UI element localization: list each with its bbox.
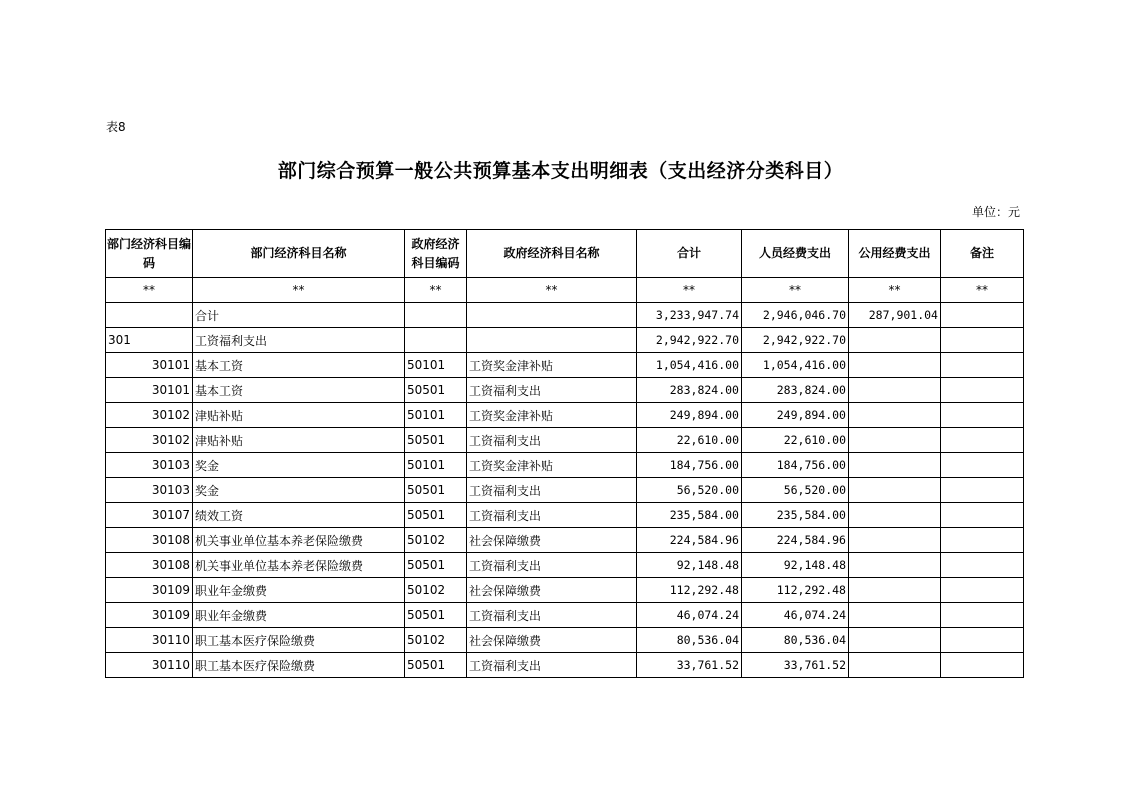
row-total: 80,536.04	[637, 628, 742, 653]
row-remark	[941, 628, 1024, 653]
row-total: 33,761.52	[637, 653, 742, 678]
category-code: 301	[106, 328, 193, 353]
row-gov-code: 50101	[405, 353, 467, 378]
category-name: 工资福利支出	[193, 328, 405, 353]
total-code	[106, 303, 193, 328]
stars-row	[106, 278, 1024, 303]
row-personnel: 283,824.00	[742, 378, 849, 403]
total-name: 合计	[193, 303, 405, 328]
stars-cell: **	[467, 278, 637, 303]
row-personnel: 235,584.00	[742, 503, 849, 528]
row-personnel: 112,292.48	[742, 578, 849, 603]
row-code: 30102	[106, 403, 193, 428]
row-code: 30103	[106, 453, 193, 478]
row-gov-name: 工资奖金津补贴	[467, 453, 637, 478]
row-personnel: 56,520.00	[742, 478, 849, 503]
table-row	[106, 503, 1024, 528]
table-row	[106, 603, 1024, 628]
row-gov-name: 工资福利支出	[467, 653, 637, 678]
table-row	[106, 403, 1024, 428]
table-row	[106, 378, 1024, 403]
row-code: 30103	[106, 478, 193, 503]
row-public	[849, 578, 941, 603]
stars-cell: **	[849, 278, 941, 303]
total-amount: 3,233,947.74	[637, 303, 742, 328]
row-total: 235,584.00	[637, 503, 742, 528]
row-personnel: 184,756.00	[742, 453, 849, 478]
row-personnel: 92,148.48	[742, 553, 849, 578]
row-gov-code: 50102	[405, 528, 467, 553]
row-personnel: 22,610.00	[742, 428, 849, 453]
stars-cell: **	[941, 278, 1024, 303]
row-remark	[941, 528, 1024, 553]
category-personnel: 2,942,922.70	[742, 328, 849, 353]
table-label: 表8	[106, 120, 126, 134]
row-gov-name: 工资福利支出	[467, 428, 637, 453]
table-row	[106, 478, 1024, 503]
row-gov-code: 50501	[405, 553, 467, 578]
row-public	[849, 428, 941, 453]
row-name: 职业年金缴费	[193, 578, 405, 603]
row-remark	[941, 478, 1024, 503]
category-row	[106, 328, 1024, 353]
category-remark	[941, 328, 1024, 353]
col-header-gov-code: 政府经济科目编码	[405, 230, 467, 278]
row-remark	[941, 603, 1024, 628]
col-header-gov-name: 政府经济科目名称	[467, 230, 637, 278]
row-code: 30110	[106, 628, 193, 653]
row-remark	[941, 578, 1024, 603]
col-header-dept-code: 部门经济科目编码	[106, 230, 193, 278]
row-remark	[941, 503, 1024, 528]
row-name: 机关事业单位基本养老保险缴费	[193, 553, 405, 578]
col-header-total: 合计	[637, 230, 742, 278]
row-public	[849, 478, 941, 503]
row-total: 184,756.00	[637, 453, 742, 478]
stars-cell: **	[742, 278, 849, 303]
row-gov-name: 社会保障缴费	[467, 528, 637, 553]
row-code: 30107	[106, 503, 193, 528]
row-total: 46,074.24	[637, 603, 742, 628]
row-public	[849, 653, 941, 678]
row-total: 249,894.00	[637, 403, 742, 428]
row-gov-code: 50102	[405, 578, 467, 603]
row-name: 奖金	[193, 453, 405, 478]
row-gov-code: 50501	[405, 378, 467, 403]
row-public	[849, 628, 941, 653]
row-gov-name: 工资奖金津补贴	[467, 403, 637, 428]
row-public	[849, 553, 941, 578]
col-header-public: 公用经费支出	[849, 230, 941, 278]
row-code: 30102	[106, 428, 193, 453]
row-gov-name: 工资福利支出	[467, 503, 637, 528]
row-remark	[941, 428, 1024, 453]
row-remark	[941, 653, 1024, 678]
row-name: 津贴补贴	[193, 428, 405, 453]
row-gov-name: 工资福利支出	[467, 553, 637, 578]
row-personnel: 249,894.00	[742, 403, 849, 428]
row-gov-name: 工资福利支出	[467, 603, 637, 628]
row-gov-name: 社会保障缴费	[467, 628, 637, 653]
category-public	[849, 328, 941, 353]
row-gov-code: 50501	[405, 603, 467, 628]
unit-label: 单位：元	[971, 205, 1020, 219]
stars-cell: **	[637, 278, 742, 303]
row-public	[849, 378, 941, 403]
row-public	[849, 603, 941, 628]
table-row	[106, 578, 1024, 603]
row-code: 30108	[106, 528, 193, 553]
row-remark	[941, 353, 1024, 378]
row-personnel: 33,761.52	[742, 653, 849, 678]
page-title: 部门综合预算一般公共预算基本支出明细表（支出经济分类科目）	[277, 160, 844, 182]
row-total: 283,824.00	[637, 378, 742, 403]
header-row	[106, 230, 1024, 278]
row-public	[849, 403, 941, 428]
row-total: 224,584.96	[637, 528, 742, 553]
row-public	[849, 503, 941, 528]
row-personnel: 224,584.96	[742, 528, 849, 553]
total-public: 287,901.04	[849, 303, 941, 328]
table-row	[106, 628, 1024, 653]
table-row	[106, 428, 1024, 453]
row-public	[849, 453, 941, 478]
row-gov-code: 50501	[405, 428, 467, 453]
row-name: 绩效工资	[193, 503, 405, 528]
row-name: 基本工资	[193, 378, 405, 403]
category-gov-code	[405, 328, 467, 353]
row-remark	[941, 403, 1024, 428]
row-remark	[941, 378, 1024, 403]
row-personnel: 46,074.24	[742, 603, 849, 628]
col-header-dept-name: 部门经济科目名称	[193, 230, 405, 278]
row-total: 56,520.00	[637, 478, 742, 503]
table-row	[106, 453, 1024, 478]
row-code: 30101	[106, 378, 193, 403]
row-gov-name: 工资奖金津补贴	[467, 353, 637, 378]
row-name: 职工基本医疗保险缴费	[193, 628, 405, 653]
stars-cell: **	[106, 278, 193, 303]
row-personnel: 1,054,416.00	[742, 353, 849, 378]
row-personnel: 80,536.04	[742, 628, 849, 653]
total-personnel: 2,946,046.70	[742, 303, 849, 328]
row-code: 30109	[106, 578, 193, 603]
stars-cell: **	[193, 278, 405, 303]
row-name: 机关事业单位基本养老保险缴费	[193, 528, 405, 553]
row-public	[849, 528, 941, 553]
col-header-remark: 备注	[941, 230, 1024, 278]
row-code: 30108	[106, 553, 193, 578]
row-total: 1,054,416.00	[637, 353, 742, 378]
budget-table	[105, 229, 1024, 678]
row-name: 职工基本医疗保险缴费	[193, 653, 405, 678]
table-row	[106, 653, 1024, 678]
total-gov-name	[467, 303, 637, 328]
row-name: 奖金	[193, 478, 405, 503]
row-code: 30110	[106, 653, 193, 678]
row-name: 津贴补贴	[193, 403, 405, 428]
row-gov-name: 社会保障缴费	[467, 578, 637, 603]
row-name: 职业年金缴费	[193, 603, 405, 628]
row-gov-code: 50101	[405, 453, 467, 478]
row-total: 112,292.48	[637, 578, 742, 603]
stars-cell: **	[405, 278, 467, 303]
row-gov-code: 50501	[405, 503, 467, 528]
category-gov-name	[467, 328, 637, 353]
row-public	[849, 353, 941, 378]
total-gov-code	[405, 303, 467, 328]
row-gov-name: 工资福利支出	[467, 478, 637, 503]
category-amount: 2,942,922.70	[637, 328, 742, 353]
row-gov-code: 50501	[405, 653, 467, 678]
row-remark	[941, 553, 1024, 578]
table-row	[106, 553, 1024, 578]
row-code: 30109	[106, 603, 193, 628]
row-name: 基本工资	[193, 353, 405, 378]
table-row	[106, 528, 1024, 553]
row-code: 30101	[106, 353, 193, 378]
row-total: 22,610.00	[637, 428, 742, 453]
col-header-personnel: 人员经费支出	[742, 230, 849, 278]
table-row	[106, 353, 1024, 378]
row-remark	[941, 453, 1024, 478]
row-gov-name: 工资福利支出	[467, 378, 637, 403]
row-total: 92,148.48	[637, 553, 742, 578]
row-gov-code: 50101	[405, 403, 467, 428]
total-remark	[941, 303, 1024, 328]
total-row	[106, 303, 1024, 328]
row-gov-code: 50102	[405, 628, 467, 653]
row-gov-code: 50501	[405, 478, 467, 503]
